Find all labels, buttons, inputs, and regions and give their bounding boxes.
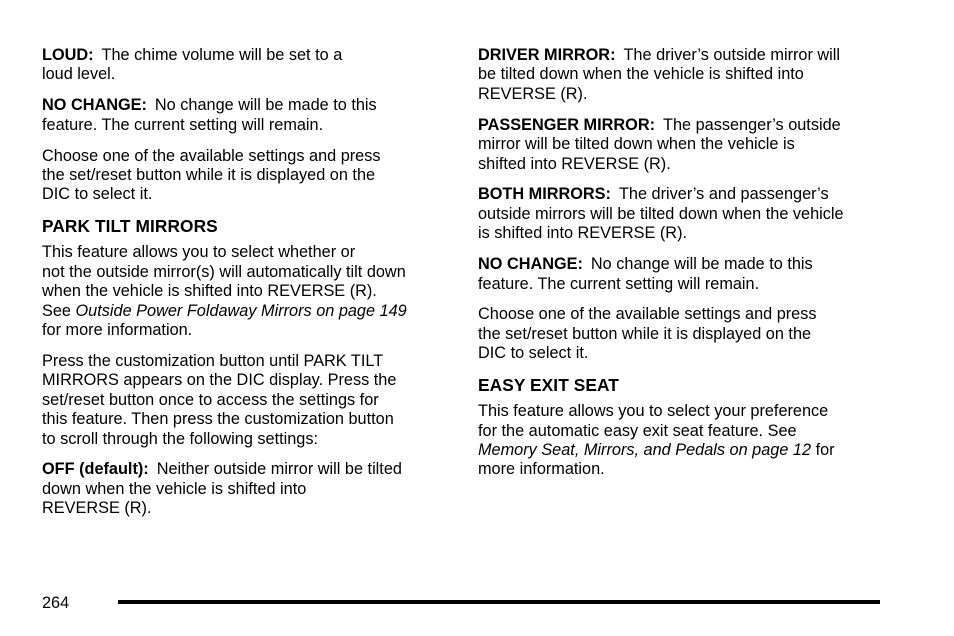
no-change-text-1: No change will be made to this	[154, 96, 377, 115]
park-tilt-intro-paragraph	[42, 243, 452, 340]
driver-mirror-lead: DRIVER MIRROR:	[478, 46, 616, 64]
off-default-text-3: REVERSE (R).	[42, 499, 152, 518]
both-mirrors-text-1: The driver’s and passenger’s	[618, 185, 829, 204]
park-tilt-line-2: not the outside mirror(s) will automatically tilt down	[42, 262, 406, 281]
no-change-right-text-2: feature. The current setting will remain.	[478, 274, 760, 293]
press-line-1: Press the customization button until PARK TILT	[42, 351, 384, 370]
passenger-mirror-text-2: mirror will be tilted down when the vehicle is	[478, 135, 795, 154]
no-change-right-text-1: No change will be made to this	[590, 255, 813, 274]
press-customization-paragraph	[42, 352, 452, 449]
driver-mirror-paragraph	[478, 46, 890, 104]
press-line-5: to scroll through the following settings:	[42, 429, 319, 448]
loud-paragraph	[42, 46, 452, 85]
outside-power-foldaway-mirrors-reference[interactable]: Outside Power Foldaway Mirrors on page 149	[75, 301, 407, 320]
choose-right-paragraph	[478, 305, 890, 363]
both-mirrors-paragraph	[478, 185, 890, 243]
easy-exit-line-1: This feature allows you to select your preference	[478, 402, 829, 421]
off-default-text-1: Neither outside mirror will be tilted	[156, 460, 402, 479]
left-column	[42, 46, 452, 530]
driver-mirror-text-2: be tilted down when the vehicle is shifted into	[478, 65, 804, 84]
loud-lead: LOUD:	[42, 46, 94, 64]
passenger-mirror-text-3: shifted into REVERSE (R).	[478, 154, 671, 173]
park-tilt-see: See	[42, 301, 71, 320]
easy-exit-after-link: for	[815, 441, 835, 459]
page-number: 264	[42, 594, 70, 612]
choose-right-line-1: Choose one of the available settings and press	[478, 305, 817, 324]
park-tilt-line-5: for more information.	[42, 320, 193, 339]
choose-line-1: Choose one of the available settings and press	[42, 146, 381, 165]
right-column	[478, 46, 890, 491]
off-default-lead: OFF (default):	[42, 460, 149, 479]
easy-exit-line-4: more information.	[478, 460, 605, 479]
loud-text-2: loud level.	[42, 65, 116, 84]
loud-text-1: The chime volume will be set to a	[101, 46, 343, 64]
no-change-right-paragraph	[478, 255, 890, 294]
choose-line-3: DIC to select it.	[42, 185, 153, 204]
choose-line-2: the set/reset button while it is displayed on the	[42, 166, 376, 185]
both-mirrors-text-2: outside mirrors will be tilted down when the vehicle	[478, 204, 844, 223]
choose-right-line-2: the set/reset button while it is displayed on the	[478, 324, 812, 343]
no-change-paragraph	[42, 96, 452, 135]
both-mirrors-text-3: is shifted into REVERSE (R).	[478, 224, 688, 243]
both-mirrors-lead: BOTH MIRRORS:	[478, 185, 611, 204]
press-line-2: MIRRORS appears on the DIC display. Press the	[42, 371, 397, 390]
easy-exit-seat-heading: EASY EXIT SEAT	[478, 375, 619, 396]
off-default-text-2: down when the vehicle is shifted into	[42, 479, 307, 498]
easy-exit-line-2: for the automatic easy exit seat feature. See	[478, 421, 797, 440]
park-tilt-line-3: when the vehicle is shifted into REVERSE (R).	[42, 282, 377, 301]
no-change-text-2: feature. The current setting will remain.	[42, 115, 324, 134]
driver-mirror-text-3: REVERSE (R).	[478, 84, 588, 103]
park-tilt-line-1: This feature allows you to select whether or	[42, 243, 356, 262]
driver-mirror-text-1: The driver’s outside mirror will	[623, 46, 841, 64]
no-change-right-lead: NO CHANGE:	[478, 255, 583, 274]
no-change-lead: NO CHANGE:	[42, 96, 147, 115]
choose-right-line-3: DIC to select it.	[478, 344, 589, 363]
footer-rule	[118, 600, 880, 604]
passenger-mirror-lead: PASSENGER MIRROR:	[478, 115, 655, 134]
press-line-4: this feature. Then press the customization button	[42, 410, 394, 429]
memory-seat-mirrors-pedals-reference[interactable]: Memory Seat, Mirrors, and Pedals on page 12	[478, 441, 812, 459]
press-line-3: set/reset button once to access the settings for	[42, 390, 379, 409]
passenger-mirror-text-1: The passenger’s outside	[663, 115, 841, 134]
choose-paragraph	[42, 147, 452, 205]
off-default-paragraph	[42, 460, 452, 518]
passenger-mirror-paragraph	[478, 116, 890, 174]
easy-exit-intro-paragraph	[478, 402, 890, 480]
park-tilt-mirrors-heading: PARK TILT MIRRORS	[42, 216, 218, 237]
